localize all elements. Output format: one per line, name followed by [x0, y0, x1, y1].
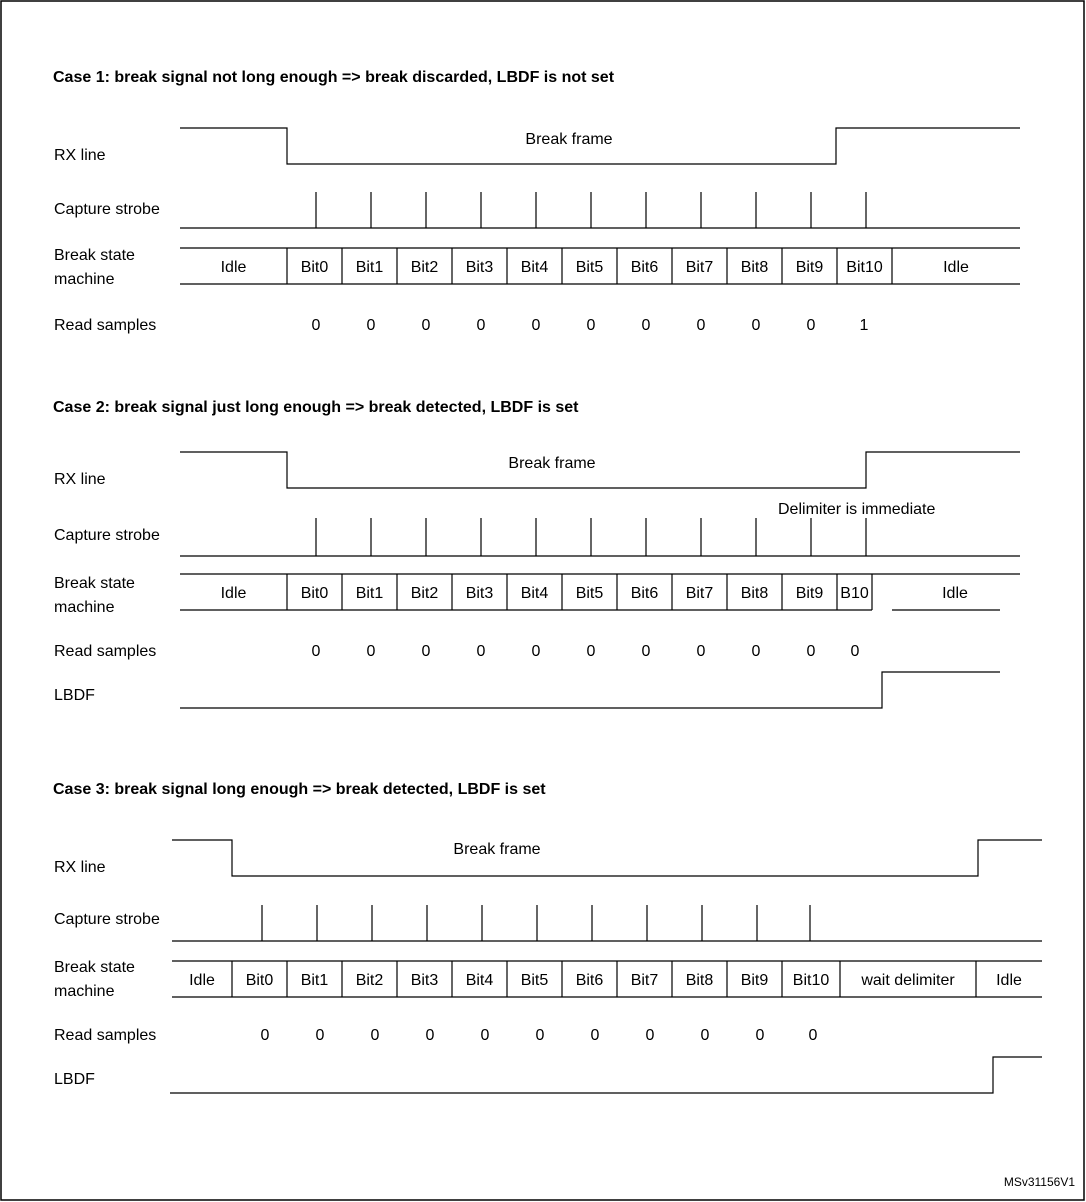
case-3-sample-value: 0: [425, 1027, 435, 1044]
case-3-capture-strobe-waveform: [172, 905, 1042, 941]
case-3-sample-value: 0: [370, 1027, 380, 1044]
case-3-break-frame-label: Break frame: [453, 841, 541, 858]
case-2-sample-value: 0: [806, 643, 816, 660]
case-1-capture-strobe-waveform: [180, 192, 1020, 228]
case-2-read-samples-label: Read samples: [54, 643, 157, 660]
case-1: [53, 69, 1020, 334]
case-1-state-cell: Bit6: [630, 259, 659, 276]
case-1-break-frame-label: Break frame: [525, 131, 613, 148]
case-3-state-cell: wait delimiter: [861, 972, 955, 989]
case-3-title: Case 3: break signal long enough => break detected, LBDF is set: [53, 781, 546, 798]
case-3-bsm-label-line1: Break state: [54, 959, 135, 976]
case-2-bsm-label-line1: Break state: [54, 575, 135, 592]
case-2-state-cell: Bit8: [740, 585, 769, 602]
case-3: [53, 781, 1042, 1093]
case-3-break-state-machine: [172, 961, 1042, 997]
case-1-state-cell: Bit8: [740, 259, 769, 276]
case-2-annotation: Delimiter is immediate: [778, 501, 936, 518]
case-2-sample-value: 0: [311, 643, 321, 660]
case-3-state-cell: Bit0: [245, 972, 274, 989]
case-1-read-samples: [312, 317, 869, 334]
case-1-state-cell: Bit0: [300, 259, 329, 276]
case-2-bsm-label-line2: machine: [54, 599, 115, 616]
case-1-break-state-machine: [180, 248, 1020, 284]
case-2-state-cell: Bit9: [795, 585, 824, 602]
case-1-sample-value: 0: [586, 317, 596, 334]
case-3-rx-line-label: RX line: [54, 859, 106, 876]
case-2-sample-value: 0: [476, 643, 486, 660]
case-3-sample-value: 0: [700, 1027, 710, 1044]
case-1-sample-value: 0: [421, 317, 431, 334]
case-1-sample-value: 0: [366, 317, 376, 334]
case-3-state-cell: Idle: [996, 972, 1022, 989]
case-2-break-frame-label: Break frame: [508, 455, 596, 472]
case-3-read-samples-label: Read samples: [54, 1027, 157, 1044]
case-1-sample-value: 0: [531, 317, 541, 334]
case-2-sample-value: 0: [696, 643, 706, 660]
case-2-state-cell: Bit0: [300, 585, 329, 602]
case-2-state-cell: Bit7: [685, 585, 714, 602]
case-2-read-samples: [312, 643, 860, 660]
case-3-state-cell: Bit9: [740, 972, 769, 989]
case-3-lbdf-waveform: [170, 1057, 1042, 1093]
case-1-state-cell: Bit5: [575, 259, 604, 276]
case-1-bsm-label-line1: Break state: [54, 247, 135, 264]
case-1-state-cell: Bit1: [355, 259, 384, 276]
case-3-read-samples: [261, 1027, 818, 1044]
case-1-sample-value: 1: [859, 317, 869, 334]
case-2-sample-value: 0: [531, 643, 541, 660]
case-3-state-cell: Bit1: [300, 972, 329, 989]
case-3-sample-value: 0: [480, 1027, 490, 1044]
case-3-lbdf-label: LBDF: [54, 1071, 95, 1088]
case-3-sample-value: 0: [808, 1027, 818, 1044]
case-2-state-cell: B10: [840, 585, 869, 602]
case-2-sample-value: 0: [751, 643, 761, 660]
case-3-state-cell: Bit4: [465, 972, 494, 989]
case-2-rx-line-label: RX line: [54, 471, 106, 488]
case-1-rx-line-label: RX line: [54, 147, 106, 164]
case-2-sample-value: 0: [421, 643, 431, 660]
case-1-title: Case 1: break signal not long enough => break discarded, LBDF is not set: [53, 69, 615, 86]
case-1-state-cell: Bit7: [685, 259, 714, 276]
case-2-state-cell: Idle: [220, 585, 247, 602]
case-2-state-cell: Bit3: [465, 585, 494, 602]
case-2-state-cell: Bit2: [410, 585, 439, 602]
case-1-sample-value: 0: [641, 317, 651, 334]
case-2-title: Case 2: break signal just long enough => break detected, LBDF is set: [53, 399, 579, 416]
case-2-sample-value: 0: [586, 643, 596, 660]
case-2-capture-strobe-label: Capture strobe: [54, 527, 160, 544]
case-3-capture-strobe-label: Capture strobe: [54, 911, 160, 928]
case-2-state-cell: Idle: [942, 585, 968, 602]
case-1-sample-value: 0: [696, 317, 706, 334]
case-1-state-cell: Idle: [943, 259, 969, 276]
case-2-break-state-machine: [180, 574, 1020, 610]
case-3-state-cell: Bit2: [355, 972, 384, 989]
case-2-state-cell: Bit4: [520, 585, 549, 602]
case-3-sample-value: 0: [535, 1027, 545, 1044]
case-3-sample-value: 0: [315, 1027, 325, 1044]
case-1-capture-strobe-label: Capture strobe: [54, 201, 160, 218]
case-1-state-cell: Bit3: [465, 259, 494, 276]
case-3-state-cell: Bit5: [520, 972, 549, 989]
case-2-lbdf-label: LBDF: [54, 687, 95, 704]
case-1-sample-value: 0: [476, 317, 486, 334]
case-2-sample-value: 0: [850, 643, 860, 660]
case-3-bsm-label-line2: machine: [54, 983, 115, 1000]
case-1-sample-value: 0: [311, 317, 321, 334]
case-3-sample-value: 0: [645, 1027, 655, 1044]
case-1-state-cell: Bit10: [846, 259, 883, 276]
case-1-read-samples-label: Read samples: [54, 317, 157, 334]
case-1-state-cell: Bit4: [520, 259, 549, 276]
case-3-state-cell: Bit6: [575, 972, 604, 989]
figure-id: MSv31156V1: [1003, 1175, 1075, 1189]
case-1-state-cell: Bit2: [410, 259, 439, 276]
case-3-state-cell: Idle: [189, 972, 215, 989]
case-3-sample-value: 0: [590, 1027, 600, 1044]
case-2: [53, 399, 1020, 708]
case-2-rx-line-waveform: [180, 452, 1020, 488]
case-3-sample-value: 0: [755, 1027, 765, 1044]
case-1-bsm-label-line2: machine: [54, 271, 115, 288]
case-2-state-cell: Bit5: [575, 585, 604, 602]
case-2-lbdf-waveform: [180, 672, 1000, 708]
case-2-sample-value: 0: [366, 643, 376, 660]
case-2-state-cell: Bit1: [355, 585, 384, 602]
case-1-sample-value: 0: [806, 317, 816, 334]
case-3-state-cell: Bit7: [630, 972, 659, 989]
case-3-rx-line-waveform: [172, 840, 1042, 876]
case-1-state-cell: Bit9: [795, 259, 824, 276]
case-1-sample-value: 0: [751, 317, 761, 334]
case-2-state-cell: Bit6: [630, 585, 659, 602]
case-3-sample-value: 0: [260, 1027, 270, 1044]
case-3-state-cell: Bit8: [685, 972, 714, 989]
case-3-state-cell: Bit3: [410, 972, 439, 989]
case-2-capture-strobe-waveform: [180, 518, 1020, 556]
case-2-sample-value: 0: [641, 643, 651, 660]
case-1-state-cell: Idle: [220, 259, 247, 276]
case-3-state-cell: Bit10: [792, 972, 830, 989]
